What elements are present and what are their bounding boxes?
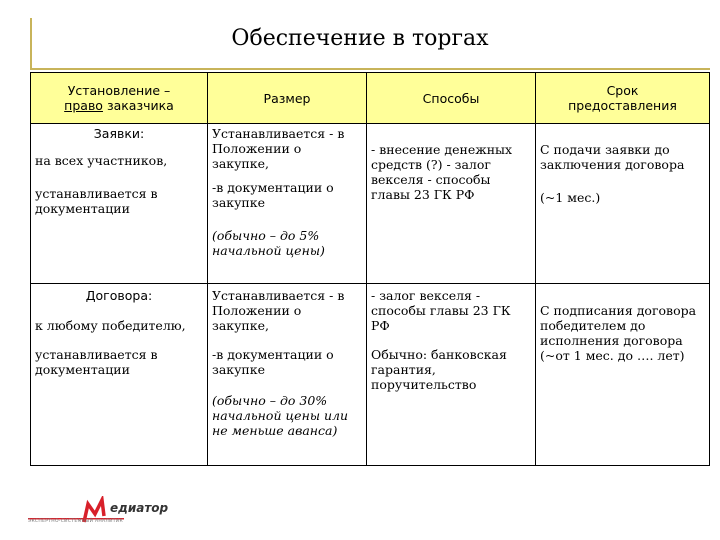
contracts-size-regulation: Устанавливается - в Положении о закупке, — [212, 288, 345, 333]
bids-size-note: (обычно – до 5% начальной цены) — [212, 228, 325, 258]
slide-title: Обеспечение в торгах — [231, 26, 489, 51]
header-col1-rest: заказчика — [102, 98, 174, 113]
contracts-term-cell — [536, 284, 710, 466]
bids-size-cell — [208, 124, 367, 284]
logo-subtitle: ЭКСПЕРТНО-СИСТЕМНЫЙ АНАЛИТИК — [28, 519, 123, 524]
contracts-size-cell — [208, 284, 367, 466]
logo-text: едиатор — [110, 501, 169, 515]
bids-establishment-cell — [31, 124, 208, 284]
bids-methods-text: - внесение денежных средств (?) - залог векселя - способы главы 23 ГК РФ — [371, 142, 513, 202]
bids-size-regulation: Устанавливается - в Положении о закупке, — [212, 126, 345, 171]
header-col1-line1: Установление – — [67, 83, 171, 98]
table-header-row — [31, 73, 710, 124]
contracts-term-text: С подписания договора победителем до исполнения договора (~от 1 мес. до …. лет) — [540, 303, 697, 363]
header-cell-establishment — [31, 73, 208, 124]
bids-all-participants: на всех участников, — [35, 153, 168, 168]
bids-term-cell — [536, 124, 710, 284]
contracts-methods-cell — [367, 284, 536, 466]
contracts-size-note: (обычно – до 30% начальной цены или не меньше аванса) — [212, 393, 349, 438]
bids-term-duration: (~1 мес.) — [540, 190, 601, 205]
header-col4-line2: предоставления — [568, 98, 677, 113]
contracts-establishment-cell — [31, 284, 208, 466]
bids-term-text: С подачи заявки до заключения договора — [540, 142, 685, 172]
guarantee-table — [30, 72, 710, 466]
contracts-any-winner: к любому победителю, — [35, 318, 186, 333]
table-row-contracts — [31, 284, 710, 466]
bids-set-in-docs: устанавливается в документации — [35, 186, 158, 216]
frame-horizontal-line — [30, 68, 710, 70]
contracts-methods-text: - залог векселя - способы главы 23 ГК РФ — [371, 288, 511, 333]
table-row-bids — [31, 124, 710, 284]
header-cell-methods: Способы — [367, 73, 536, 124]
header-cell-size: Размер — [208, 73, 367, 124]
header-col4-line1: Срок — [606, 83, 639, 98]
contracts-size-docs: -в документации о закупке — [212, 347, 334, 377]
bids-title: Заявки: — [93, 126, 145, 141]
contracts-set-in-docs: устанавливается в документации — [35, 347, 158, 377]
header-cell-term — [536, 73, 710, 124]
contracts-methods-usual: Обычно: банковская гарантия, поручительство — [371, 347, 507, 392]
header-col1-underlined: право — [64, 98, 103, 113]
bids-methods-cell — [367, 124, 536, 284]
contracts-title: Договора: — [85, 288, 153, 303]
bids-size-docs: -в документации о закупке — [212, 180, 334, 210]
